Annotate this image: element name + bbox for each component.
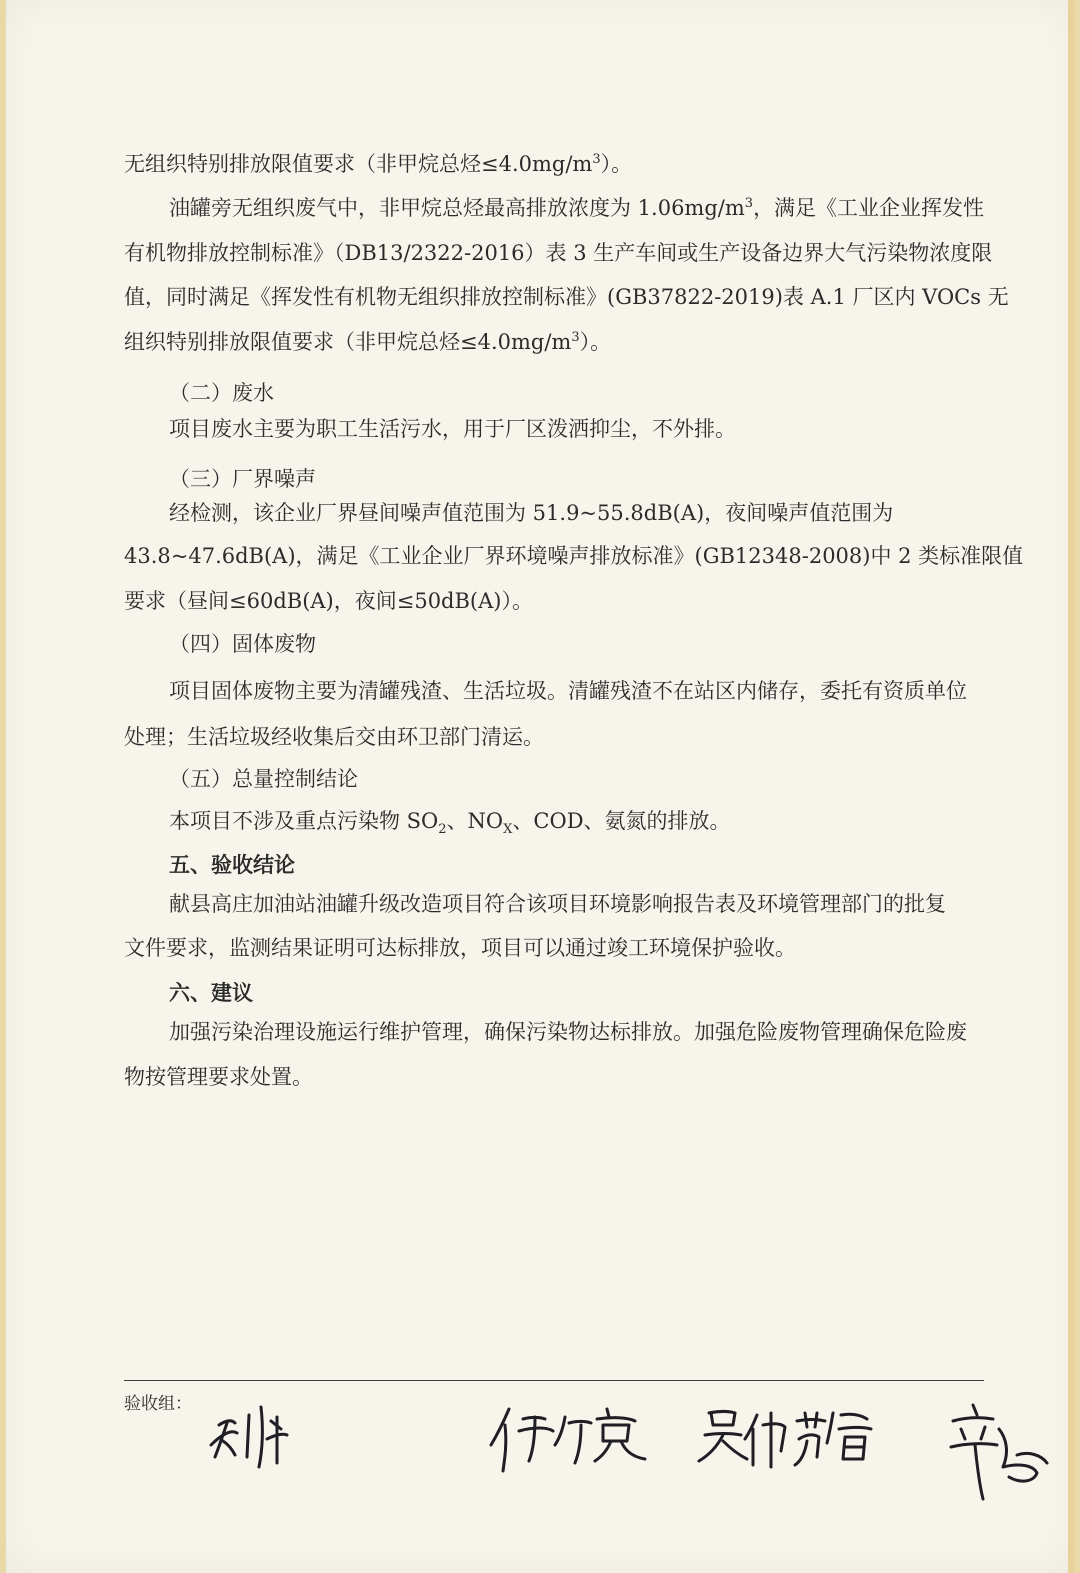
footer-divider <box>124 1380 984 1381</box>
signature-5 <box>951 1405 1047 1499</box>
signature-2 <box>491 1409 645 1471</box>
paragraph-line <box>124 326 611 356</box>
paragraph-line: 处理；生活垃圾经收集后交由环卫部门清运。 <box>124 725 544 749</box>
paragraph-line: 文件要求，监测结果证明可达标排放，项目可以通过竣工环境保护验收。 <box>124 936 796 960</box>
text-run: 、NO <box>446 809 504 833</box>
paragraph-line <box>124 148 632 178</box>
signature-3 <box>699 1412 785 1468</box>
paragraph-line: 项目废水主要为职工生活污水，用于厂区泼洒抑尘，不外排。 <box>169 417 736 441</box>
paragraph-line: 经检测，该企业厂界昼间噪声值范围为 51.9~55.8dB(A)，夜间噪声值范围为 <box>169 501 894 525</box>
page-edge <box>1068 0 1074 1573</box>
paragraph-line: 物按管理要求处置。 <box>124 1065 313 1089</box>
paragraph-line: 献县高庄加油站油罐升级改造项目符合该项目环境影响报告表及环境管理部门的批复 <box>169 892 946 916</box>
text-run: ，满足《工业企业挥发性 <box>753 196 985 220</box>
text-run: 、COD、氨氮的排放。 <box>512 809 731 833</box>
text-run: 本项目不涉及重点污染物 SO <box>169 809 439 833</box>
paragraph-line: 有机物排放控制标准》（DB13/2322-2016）表 3 生产车间或生产设备边界大气污染物浓度限 <box>124 241 993 265</box>
text-run: ）。 <box>600 152 633 176</box>
section-heading-conclusion: 五、验收结论 <box>169 852 295 877</box>
section-heading-suggestions: 六、建议 <box>169 980 253 1005</box>
paragraph-line: 要求（昼间≤60dB(A)，夜间≤50dB(A)）。 <box>124 589 533 613</box>
paragraph-line <box>169 805 731 837</box>
paragraph-line: 值，同时满足《挥发性有机物无组织排放控制标准》(GB37822-2019)表 A.1 厂区内 VOCs 无 <box>124 285 1009 309</box>
paragraph-line <box>169 192 984 222</box>
paragraph-line: 项目固体废物主要为清罐残渣、生活垃圾。清罐残渣不在站区内储存，委托有资质单位 <box>169 679 967 703</box>
acceptance-group-label: 验收组： <box>124 1394 192 1414</box>
text-run: 油罐旁无组织废气中，非甲烷总烃最高排放浓度为 1.06mg/m <box>169 196 745 220</box>
paragraph-line: 加强污染治理设施运行维护管理，确保污染物达标排放。加强危险废物管理确保危险废 <box>169 1020 967 1044</box>
text-run: ）。 <box>579 330 612 354</box>
signature-4 <box>795 1413 871 1465</box>
superscript: 3 <box>592 152 601 167</box>
text-run: 组织特别排放限值要求（非甲烷总烃≤4.0mg/m <box>124 330 572 354</box>
superscript: 3 <box>744 196 754 211</box>
document-page <box>6 0 1074 1573</box>
handwritten-signatures <box>201 1395 1071 1525</box>
section-heading-noise: （三）厂界噪声 <box>169 467 316 491</box>
subscript: X <box>503 822 513 838</box>
section-heading-total-control: （五）总量控制结论 <box>169 767 358 791</box>
section-heading-solid-waste: （四）固体废物 <box>169 632 316 656</box>
superscript: 3 <box>571 330 580 345</box>
text-run: 无组织特别排放限值要求（非甲烷总烃≤4.0mg/m <box>124 152 593 176</box>
subscript: 2 <box>438 822 447 838</box>
paragraph-line: 43.8~47.6dB(A)，满足《工业企业厂界环境噪声排放标准》(GB12348-2008)中 2 类标准限值 <box>124 544 1024 568</box>
signature-1 <box>211 1407 287 1467</box>
section-heading-wastewater: （二）废水 <box>169 381 274 405</box>
